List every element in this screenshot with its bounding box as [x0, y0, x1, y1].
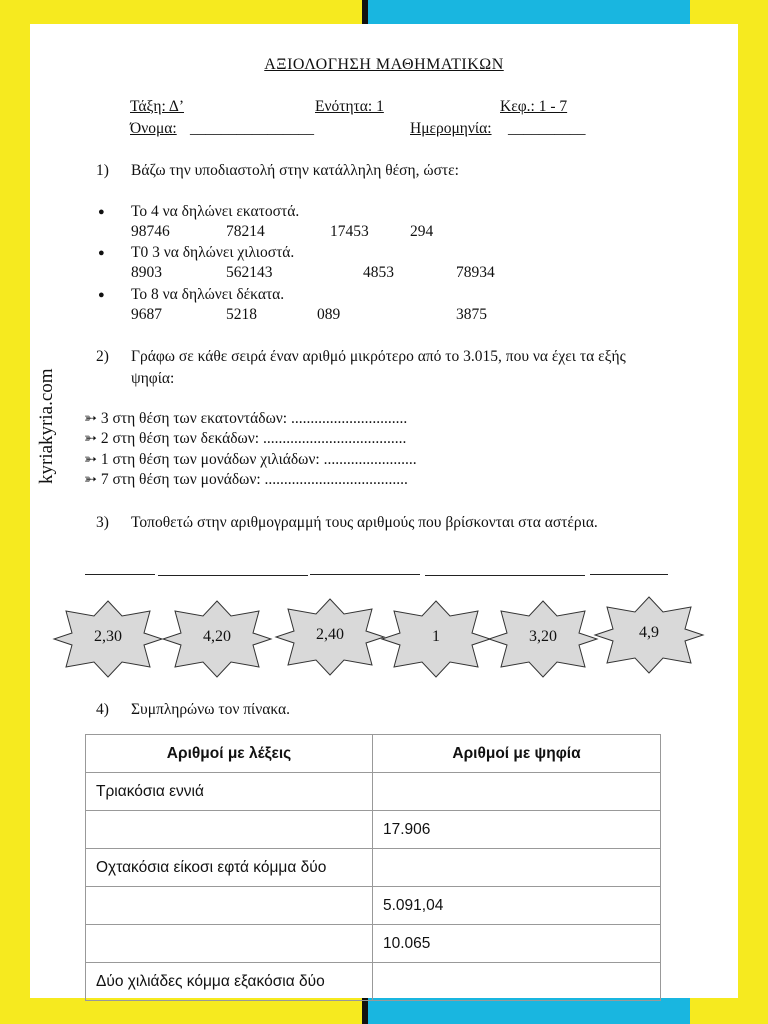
q4-number: 4)	[96, 701, 109, 718]
q1-group3-num: 089	[317, 306, 341, 323]
q1-bullet-2: ●	[98, 247, 105, 259]
table-cell-words[interactable]: Δύο χιλιάδες κόμμα εξακόσια δύο	[86, 963, 373, 1001]
table-cell-digits[interactable]	[373, 849, 661, 887]
q1-group1-num: 78214	[226, 223, 265, 240]
chapter-label: Κεφ.: 1 - 7	[500, 98, 568, 115]
q1-group2-num: 4853	[363, 264, 394, 281]
q1-bullet-3: ●	[98, 289, 105, 301]
bottom-blue-bar	[368, 998, 690, 1024]
q1-group1-num: 294	[410, 223, 434, 240]
star-label: 4,9	[639, 624, 659, 641]
date-label: Ημερομηνία:	[410, 120, 492, 137]
star-label: 3,20	[529, 628, 557, 645]
q1-group3-num: 3875	[456, 306, 487, 323]
date-blank[interactable]: __________	[508, 120, 586, 137]
number-star[interactable]	[52, 599, 164, 679]
q1-group2-num: 562143	[226, 264, 273, 281]
number-star[interactable]	[161, 599, 273, 679]
q1-group2-text: Τ0 3 να δηλώνει χιλιοστά.	[131, 244, 295, 261]
star-label: 1	[432, 628, 440, 645]
table-row	[86, 773, 661, 811]
star-label: 2,30	[94, 628, 122, 645]
top-blue-bar	[368, 0, 690, 24]
table-cell-words[interactable]: Οχτακόσια είκοσι εφτά κόμμα δύο	[86, 849, 373, 887]
q2-text-line1: Γράφω σε κάθε σειρά έναν αριθμό μικρότερο από το 3.015, που να έχει τα εξής	[131, 348, 626, 365]
name-blank[interactable]: ________________	[190, 120, 314, 137]
q1-bullet-1: ●	[98, 206, 105, 218]
star-label: 4,20	[203, 628, 231, 645]
q2-item[interactable]: ➳ 2 στη θέση των δεκάδων: .....................................	[84, 430, 407, 447]
table-row	[86, 887, 661, 925]
q2-text-line2: ψηφία:	[131, 370, 175, 387]
table-row	[86, 849, 661, 887]
q1-group2-num: 78934	[456, 264, 495, 281]
table-cell-digits[interactable]	[373, 773, 661, 811]
number-line-segment	[310, 574, 420, 575]
table-cell-words[interactable]: Τριακόσια εννιά	[86, 773, 373, 811]
q1-group3-num: 9687	[131, 306, 162, 323]
q1-number: 1)	[96, 162, 109, 179]
q1-group1-num: 17453	[330, 223, 369, 240]
number-line-segment	[158, 575, 308, 576]
table-cell-words[interactable]	[86, 887, 373, 925]
q1-text: Βάζω την υποδιαστολή στην κατάλληλη θέση, ώστε:	[131, 162, 459, 179]
q1-group1-num: 98746	[131, 223, 170, 240]
q1-group3-num: 5218	[226, 306, 257, 323]
table-cell-words[interactable]	[86, 925, 373, 963]
page-title: ΑΞΙΟΛΟΓΗΣΗ ΜΑΘΗΜΑΤΙΚΩΝ	[264, 56, 504, 73]
watermark-text: kyriakyria.com	[36, 368, 57, 484]
q4-text: Συμπληρώνω τον πίνακα.	[131, 701, 290, 718]
q3-number: 3)	[96, 514, 109, 531]
table-row	[86, 963, 661, 1001]
table-cell-digits[interactable]: 17.906	[373, 811, 661, 849]
q2-item[interactable]: ➳ 7 στη θέση των μονάδων: .....................................	[84, 471, 408, 488]
number-star[interactable]	[487, 599, 599, 679]
table-header-digits: Αριθμοί με ψηφία	[373, 735, 661, 773]
q1-group2-num: 8903	[131, 264, 162, 281]
star-label: 2,40	[316, 626, 344, 643]
numbers-table	[85, 734, 661, 1001]
number-star[interactable]	[380, 599, 492, 679]
number-line-segment	[85, 574, 155, 575]
q1-group1-text: Το 4 να δηλώνει εκατοστά.	[131, 203, 300, 220]
table-header-row	[86, 735, 661, 773]
q2-item[interactable]: ➳ 3 στη θέση των εκατοντάδων: ..............................	[84, 410, 408, 427]
unit-label: Ενότητα: 1	[315, 98, 384, 115]
table-row	[86, 925, 661, 963]
table-header-words: Αριθμοί με λέξεις	[86, 735, 373, 773]
number-star[interactable]	[274, 597, 386, 677]
name-label: Όνομα:	[130, 120, 177, 137]
table-cell-digits[interactable]: 10.065	[373, 925, 661, 963]
table-row	[86, 811, 661, 849]
q3-text: Τοποθετώ στην αριθμογραμμή τους αριθμούς που βρίσκονται στα αστέρια.	[131, 514, 598, 531]
number-line-segment	[425, 575, 585, 576]
q1-group3-text: Το 8 να δηλώνει δέκατα.	[131, 286, 285, 303]
number-star[interactable]	[593, 595, 705, 675]
class-label: Τάξη: Δ’	[130, 98, 184, 115]
q2-number: 2)	[96, 348, 109, 365]
worksheet-page	[30, 24, 738, 998]
table-cell-words[interactable]	[86, 811, 373, 849]
q2-item[interactable]: ➳ 1 στη θέση των μονάδων χιλιάδων: ........................	[84, 451, 417, 468]
table-cell-digits[interactable]	[373, 963, 661, 1001]
table-cell-digits[interactable]: 5.091,04	[373, 887, 661, 925]
number-line-segment	[590, 574, 668, 575]
